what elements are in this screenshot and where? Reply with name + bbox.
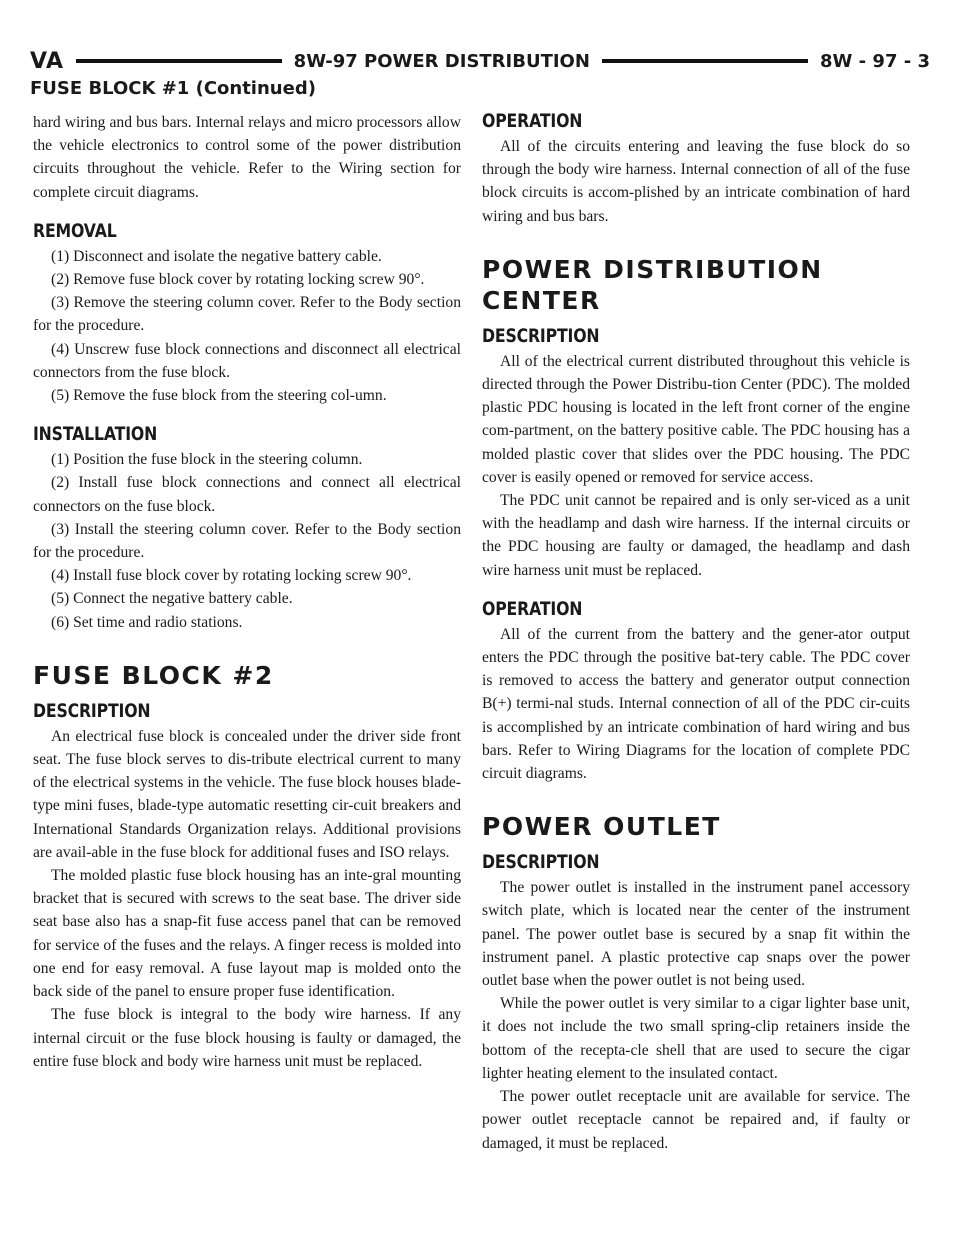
removal-steps [33,245,461,407]
power-outlet-title: POWER OUTLET [482,812,721,842]
fuse-block-2-title: FUSE BLOCK #2 [33,660,274,690]
intro-paragraph: hard wiring and bus bars. Internal relays and micro processors allow the vehicle electronics to control some of the power distribution circuits throughout the vehicle. Refer to the Wiring section for complete circuit diagrams. [33,114,461,201]
power-outlet-paragraph: The power outlet is installed in the instrument panel accessory switch plate, which is located near the center of the instrument panel. The power outlet base is secured by a snap fit within the instrument panel. A plastic protective cap snaps over the power outlet base when the power outlet is not being used. [482,879,910,990]
power-outlet-paragraph: The power outlet receptacle unit are available for service. The power outlet receptacle cannot be repaired and, if faulty or damaged, it must be replaced. [482,1088,910,1152]
installation-step: (1) Position the fuse block in the steering column. [51,451,363,469]
installation-step: (2) Install fuse block connections and connect all electrical connectors on the fuse block. [33,474,461,515]
left-column [33,111,461,1073]
fuse-block-2-paragraph: The molded plastic fuse block housing has an inte-gral mounting bracket that is secured with screws to the seat base. The driver side seat base also has a snap-fit fuse access panel that can be removed for service of the fuses and the relays. A finger recess is molded into one end for easy removal. A fuse layout map is molded onto the back side of the panel to ensure proper fuse identification. [33,867,461,1001]
installation-step: (3) Install the steering column cover. Refer to the Body section for the procedure. [33,520,461,562]
fuse-block-1-operation-heading: OPERATION [482,111,583,132]
pdc-operation-text: All of the current from the battery and the gener-ator output enters the PDC through the positive bat-tery cable. The PDC cover is removed to access the battery and generator output connection B(+) termi-nal studs. Internal connection of all of the PDC cir-cuits is accomplished by an intricate combination of hard wiring and bus bars. Refer to Wiring Diagrams for the location of complete PDC circuit diagrams. [482,625,910,783]
power-outlet-description-heading: DESCRIPTION [482,852,600,874]
installation-step: (4) Install fuse block cover by rotating locking screw 90°. [51,567,412,585]
page-number: 8W - 97 - 3 [820,50,930,72]
fuse-block-2-paragraph: The fuse block is integral to the body wire harness. If any internal circuit or the fuse block housing is faulty or damaged, the entire fuse block and body wire harness unit must be replaced. [33,1006,461,1070]
continued-heading: FUSE BLOCK #1 (Continued) [30,78,316,99]
header-rule-right [602,59,808,63]
pdc-description-paragraph: All of the electrical current distributed throughout this vehicle is directed through the Power Distribu-tion Center (PDC). The molded plastic PDC housing is located in the left front corner of the engine com-partment, on the battery positive cable. The PDC housing has a molded plastic cover that slides over the PDC housing. The PDC cover is easily opened or removed for service access. [482,352,910,486]
pdc-title-line1: POWER DISTRIBUTION [482,254,823,284]
removal-step: (2) Remove fuse block cover by rotating locking screw 90°. [51,271,425,289]
running-header [30,46,930,76]
installation-steps [33,448,461,634]
installation-step: (6) Set time and radio stations. [51,613,243,631]
pdc-operation-heading: OPERATION [482,598,583,620]
header-rule-left [76,59,282,63]
removal-step: (3) Remove the steering column cover. Refer to the Body section for the procedure. [33,294,461,335]
removal-step: (5) Remove the fuse block from the steering col-umn. [51,387,387,405]
pdc-title [482,254,910,316]
vehicle-code: VA [30,48,64,74]
installation-heading: INSTALLATION [33,424,158,446]
pdc-description-paragraph: The PDC unit cannot be repaired and is only ser-viced as a unit with the headlamp and dash wire harness. If the internal circuits or the PDC housing are faulty or damaged, the headlamp and dash wire harness unit must be replaced. [482,492,910,579]
pdc-description-heading: DESCRIPTION [482,325,600,347]
right-column [482,111,910,1155]
removal-step: (4) Unscrew fuse block connections and disconnect all electrical connectors from the fuse block. [33,340,461,381]
power-outlet-paragraph: While the power outlet is very similar to a cigar lighter base unit, it does not include the two small spring-clip retainers inside the bottom of the recepta-cle shell that are used to secure the cigar lighter heating element to the insulated contact. [482,995,910,1082]
removal-step: (1) Disconnect and isolate the negative battery cable. [51,247,382,265]
pdc-title-line2: CENTER [482,285,601,315]
installation-step: (5) Connect the negative battery cable. [51,590,293,608]
section-title: 8W-97 POWER DISTRIBUTION [293,50,590,72]
fuse-block-2-paragraph: An electrical fuse block is concealed under the driver side front seat. The fuse block serves to dis-tribute electrical current to many of the electrical systems in the vehicle. The fuse block houses blade-type mini fuses, blade-type automatic resetting cir-cuit breakers and International Standards Organization relays. Additional provisions are avail-able in the fuse block for additional fuses and ISO relays. [33,727,461,861]
fuse-block-1-operation-text: All of the circuits entering and leaving the fuse block do so through the body wire harness. Internal connection of all of the fuse block circuits is accom-plished by an intricate combination of hard wiring and bus bars. [482,138,910,225]
fuse-block-2-description-heading: DESCRIPTION [33,700,151,722]
removal-heading: REMOVAL [33,220,117,242]
